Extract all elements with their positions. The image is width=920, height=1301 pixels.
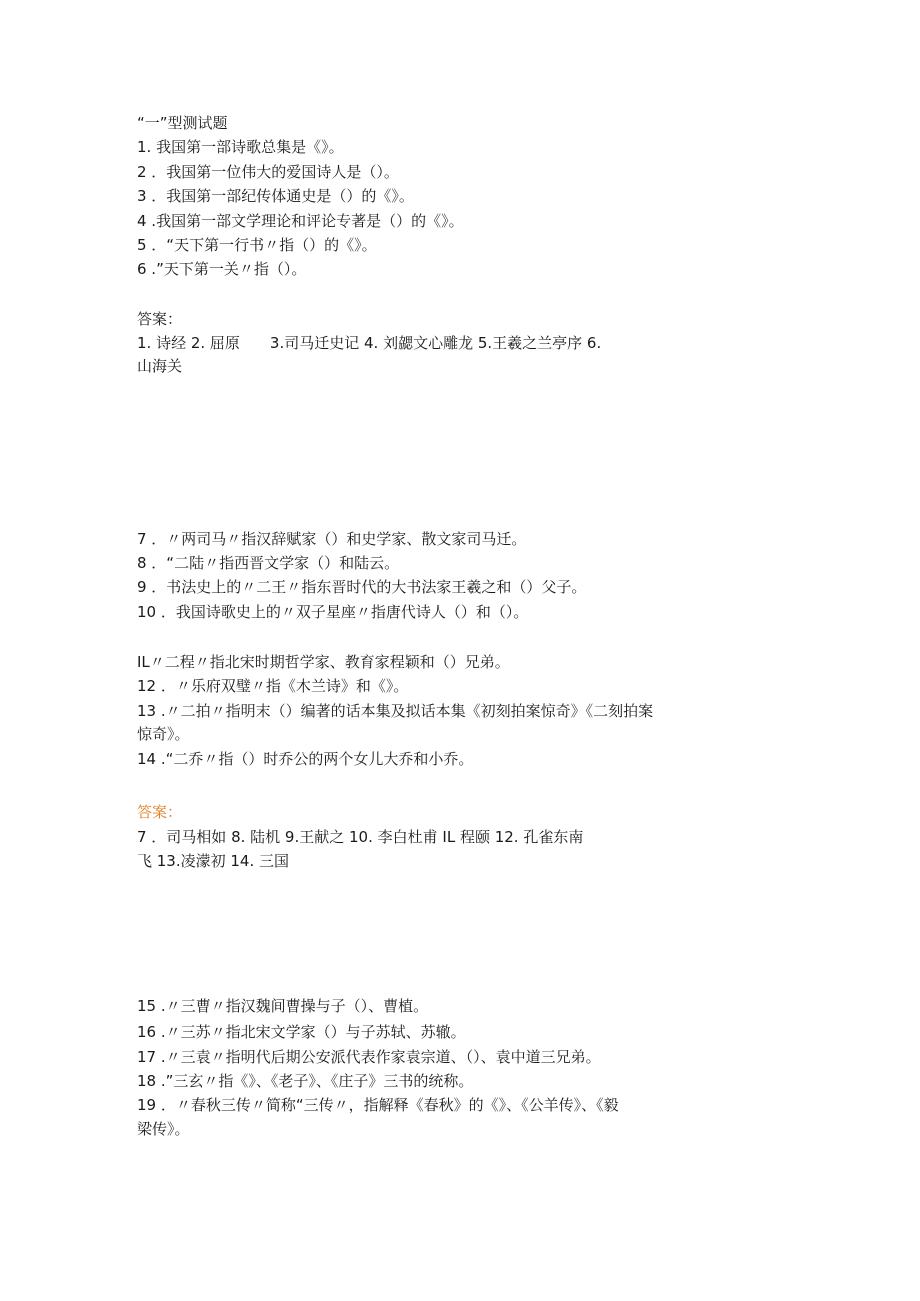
- answer-line: 飞 13.凌濛初 14. 三国: [137, 852, 290, 870]
- answer-line: 7 ．司马相如 8. 陆机 9.王献之 10. 李白杜甫 IL 程颐 12. 孔雀东南: [137, 828, 584, 846]
- question-item: 15 .〃三曹〃指汉魏间曹操与子（）、曹植。: [137, 997, 429, 1015]
- question-item: 9 ．书法史上的〃二王〃指东晋时代的大书法家王羲之和（）父子。: [137, 578, 587, 596]
- question-item: 17 .〃三袁〃指明代后期公安派代表作家袁宗道、（）、袁中道三兄弟。: [137, 1048, 601, 1066]
- question-item: IL〃二程〃指北宋时期哲学家、教育家程颖和（）兄弟。: [137, 653, 510, 671]
- section-title: “一”型测试题: [137, 114, 228, 132]
- answer-line: 1. 诗经 2. 屈原 3.司马迁史记 4. 刘勰文心雕龙 5.王羲之兰亭序 6.: [137, 334, 602, 352]
- question-item: 7 ．〃两司马〃指汉辞赋家（）和史学家、散文家司马迁。: [137, 530, 527, 548]
- question-item-continued: 惊奇》。: [137, 725, 190, 743]
- question-item: 8 ．“二陆〃指西晋文学家（）和陆云。: [137, 554, 400, 572]
- question-item: 13 .〃二拍〃指明末（）编著的话本集及拟话本集《初刻拍案惊奇》《二刻拍案: [137, 702, 654, 720]
- question-item: 14 .“二乔〃指（）时乔公的两个女儿大乔和小乔。: [137, 750, 474, 768]
- question-item: 18 .”三玄〃指《》、《老子》、《庄子》三书的统称。: [137, 1072, 474, 1090]
- question-item: 16 .〃三苏〃指北宋文学家（）与子苏轼、苏辙。: [137, 1023, 466, 1041]
- question-item: 10 ．我国诗歌史上的〃双子星座〃指唐代诗人（）和（）。: [137, 603, 529, 621]
- answer-label: 答案：: [137, 310, 183, 328]
- answer-label: 答案：: [137, 803, 183, 821]
- question-item-continued: 梁传》。: [137, 1120, 190, 1138]
- answer-line: 山海关: [137, 357, 183, 375]
- question-item: 5 ．“天下第一行书〃指（）的《》。: [137, 236, 377, 254]
- question-item: 6 .”天下第一关〃指（）。: [137, 260, 307, 278]
- question-item: 4 .我国第一部文学理论和评论专著是（）的《》。: [137, 212, 464, 230]
- question-item: 2 ．我国第一位伟大的爱国诗人是（）。: [137, 163, 399, 181]
- question-item: 12 ．〃乐府双璧〃指《木兰诗》和《》。: [137, 677, 409, 695]
- question-item: 19 ．〃春秋三传〃简称“三传〃，指解释《春秋》的《》、《公羊传》、《毅: [137, 1096, 619, 1114]
- question-item: 3 ．我国第一部纪传体通史是（）的《》。: [137, 187, 414, 205]
- question-item: 1. 我国第一部诗歌总集是《》。: [137, 138, 344, 156]
